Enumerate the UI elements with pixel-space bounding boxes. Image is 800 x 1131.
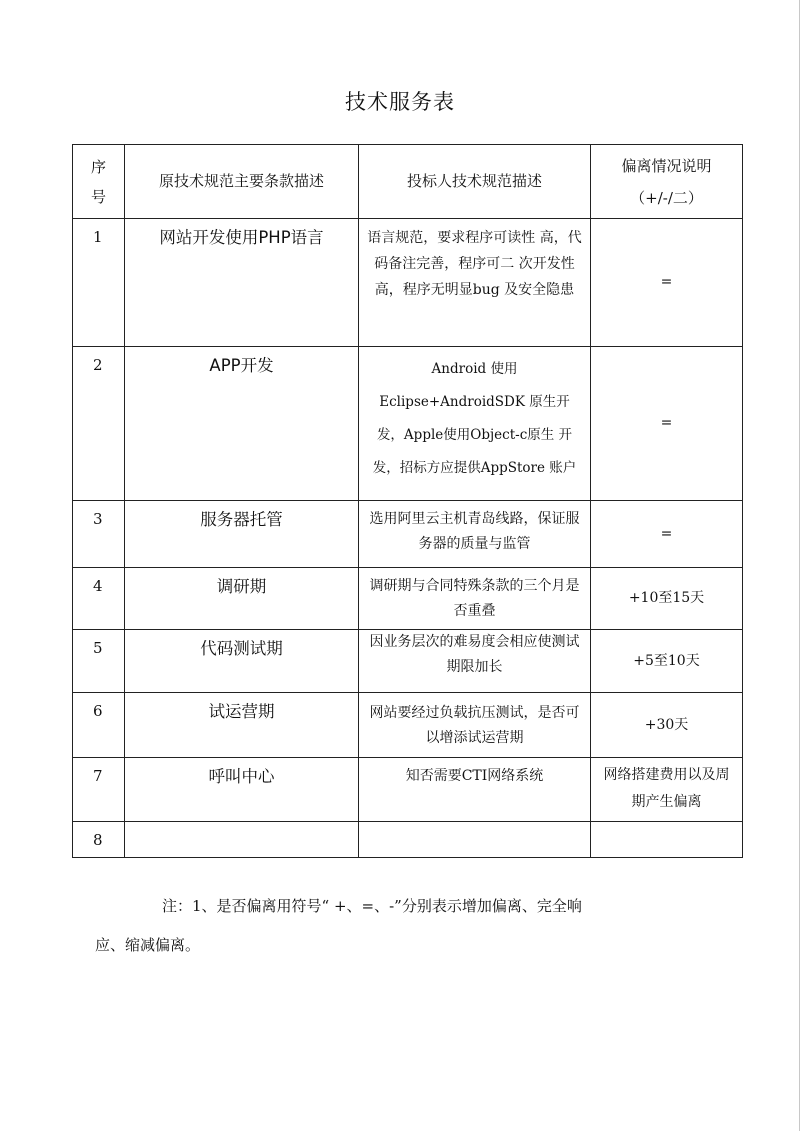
row-index: 7 — [73, 758, 125, 822]
row-bidder: 网站要经过负载抗压测试，是否可以增添试运营期 — [359, 693, 591, 758]
row-original: 服务器托管 — [125, 501, 359, 568]
note-line-1: 注：1、是否偏离用符号“ +、=、-”分别表示增加偏离、完全响 — [162, 897, 582, 915]
row-index: 4 — [73, 568, 125, 630]
row-bidder: 因业务层次的难易度会相应使测试期限加长 — [359, 630, 591, 693]
row-bidder: 选用阿里云主机青岛线路，保证服务器的质量与监管 — [359, 501, 591, 568]
document-title: 技术服务表 — [345, 90, 455, 114]
row-index: 2 — [73, 347, 125, 501]
header-index-text: 序号 — [90, 157, 106, 206]
row-deviation: +30天 — [591, 693, 743, 758]
table-row — [73, 347, 743, 501]
row-index: 1 — [73, 219, 125, 347]
table-row — [73, 822, 743, 858]
row-bidder: Android 使用Eclipse+AndroidSDK 原生开 发，Apple使用Object-c原生 开发，招标方应提供AppStore 账户 — [359, 347, 591, 501]
row-deviation: = — [591, 501, 743, 568]
table-row — [73, 501, 743, 568]
row-original: APP开发 — [125, 347, 359, 501]
table-row — [73, 630, 743, 693]
row-original — [125, 822, 359, 858]
row-index: 8 — [73, 822, 125, 858]
row-deviation: 网络搭建费用以及周期产生偏离 — [591, 758, 743, 822]
row-original: 试运营期 — [125, 693, 359, 758]
row-bidder: 调研期与合同特殊条款的三个月是否重叠 — [359, 568, 591, 630]
header-bidder: 投标人技术规范描述 — [359, 145, 591, 219]
row-bidder: 知否需要CTI网络系统 — [359, 758, 591, 822]
row-original: 调研期 — [125, 568, 359, 630]
table-header-row — [73, 145, 743, 219]
technical-service-table — [72, 144, 743, 858]
header-index — [73, 145, 125, 219]
header-original: 原技术规范主要条款描述 — [125, 145, 359, 219]
row-deviation: = — [591, 347, 743, 501]
row-original: 网站开发使用PHP语言 — [125, 219, 359, 347]
header-deviation — [591, 145, 743, 219]
row-index: 5 — [73, 630, 125, 693]
table-row — [73, 693, 743, 758]
row-deviation: +10至15天 — [591, 568, 743, 630]
note-line-2: 应、缩减偏离。 — [95, 936, 201, 954]
row-index: 3 — [73, 501, 125, 568]
row-original: 代码测试期 — [125, 630, 359, 693]
row-original: 呼叫中心 — [125, 758, 359, 822]
row-bidder: 语言规范，要求程序可读性 高，代码备注完善，程序可二 次开发性高，程序无明显bug 及安全隐患 — [359, 219, 591, 347]
header-deviation-sub: （+/-/二） — [630, 188, 703, 207]
row-deviation: +5至10天 — [591, 630, 743, 693]
table-row — [73, 219, 743, 347]
row-deviation: = — [591, 219, 743, 347]
table-row — [73, 758, 743, 822]
row-deviation — [591, 822, 743, 858]
row-index: 6 — [73, 693, 125, 758]
row-bidder — [359, 822, 591, 858]
header-deviation-label: 偏离情况说明 — [621, 156, 712, 175]
table-row — [73, 568, 743, 630]
